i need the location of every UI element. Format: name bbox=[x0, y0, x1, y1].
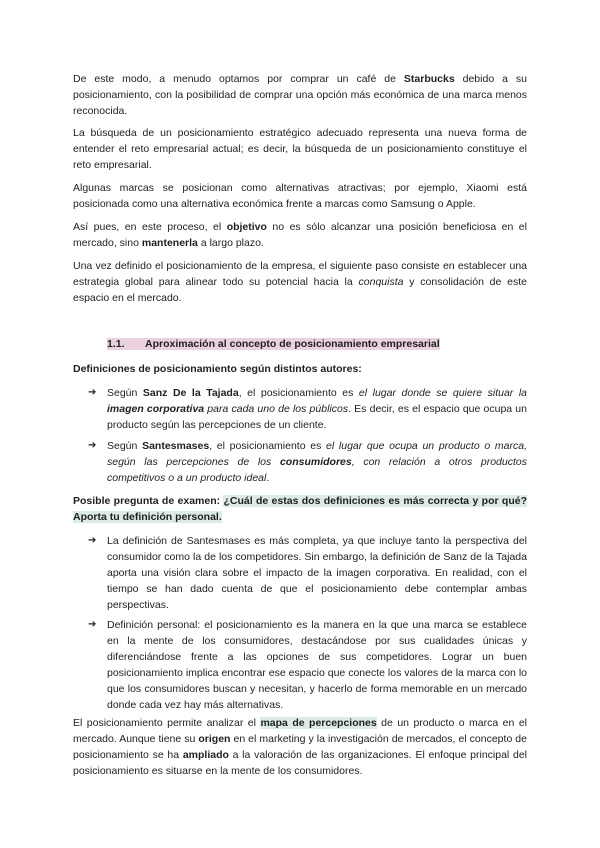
exam-prefix: Posible pregunta de examen: bbox=[73, 495, 224, 507]
text-run: Así pues, en este proceso, el bbox=[73, 221, 227, 233]
paragraph-xiaomi: Algunas marcas se posicionan como alternativas atractivas; por ejemplo, Xiaomi está posicionada como una alternativa económica frente a marcas como Samsung o Apple. bbox=[73, 182, 527, 210]
list-item-text bbox=[107, 438, 527, 486]
paragraph-objective bbox=[73, 219, 527, 251]
paragraph-next-step bbox=[73, 258, 527, 306]
text-run: no es sólo alcanzar una posición beneficiosa en el mercado, sino bbox=[73, 221, 527, 249]
list-item-text: Definición personal: el posicionamiento es la manera en la que una marca se establece en la mente de los consumidores, destacándose por sus cualidades únicas y diferenciándose frente a las opciones de sus competidores. Lograr un buen posicionamiento implica encontrar ese espacio que conecte los valores de la marca con lo que los consumidores buscan y necesitan, y hacerlo de forma memorable en un mercado donde cada vez hay más alternativas. bbox=[107, 619, 527, 711]
bold-italic-imagen-corporativa: imagen corporativa bbox=[107, 403, 205, 415]
text-run: en el marketing y la investigación de mercados, el concepto de posicionamiento se ha bbox=[73, 733, 527, 761]
list-item-answer-1 bbox=[88, 533, 527, 613]
text-run: Una vez definido el posicionamiento de la empresa, el siguiente paso consiste en establecer una estrategia global para alinear todo su potencial hacia la bbox=[73, 260, 527, 288]
text-run: a largo plazo. bbox=[197, 237, 264, 249]
text-run: . Es decir, es el espacio que ocupa un producto según las percepciones de un cliente. bbox=[107, 403, 527, 431]
list-item-sanz bbox=[88, 385, 527, 433]
text-run: Según bbox=[107, 387, 143, 399]
list-item-text: La definición de Santesmases es más completa, ya que incluye tanto la perspectiva del consumidor como la de los competidores. Sin embargo, la definición de Sanz de la Tajada aporta una visión clara sobre el impacto de la imagen corporativa. En realidad, con el tiempo se han dado cuenta de que el posicionamiento debe contemplar ambas perspectivas. bbox=[107, 535, 527, 611]
text-run: a la valoración de las organizaciones. El enfoque principal del posicionamiento es situarse en la mente de los consumidores. bbox=[73, 749, 527, 777]
italic-run: , con relación a otros productos competitivos o a un producto ideal bbox=[107, 456, 527, 484]
definitions-heading-text: Definiciones de posicionamiento según distintos autores: bbox=[73, 363, 362, 375]
definitions-heading bbox=[73, 361, 527, 377]
list-item-text bbox=[107, 385, 527, 433]
text-run: debido a su posicionamiento, con la posibilidad de comprar una opción más económica de una marca menos reconocida. bbox=[73, 73, 527, 117]
text-run: de un producto o marca en el mercado. Aunque tiene su bbox=[73, 717, 527, 745]
section-number: 1.1. bbox=[107, 338, 125, 350]
text-run: , el posicionamiento es bbox=[238, 387, 359, 399]
arrow-bullet-icon: ➔ bbox=[88, 535, 97, 546]
italic-run: el lugar que ocupa un producto o marca, según las percepciones de los bbox=[107, 440, 527, 468]
arrow-bullet-icon: ➔ bbox=[88, 619, 97, 630]
bold-starbucks: Starbucks bbox=[403, 73, 455, 85]
text-run: . bbox=[266, 472, 270, 484]
paragraph-starbucks bbox=[73, 71, 527, 119]
text-run: El posicionamiento permite analizar el bbox=[73, 717, 261, 729]
bold-italic-consumidores: consumidores bbox=[279, 456, 352, 468]
text-run: Según bbox=[107, 440, 143, 452]
section-heading bbox=[107, 336, 440, 352]
bold-mapa-de-percepciones: mapa de percepciones bbox=[260, 717, 377, 729]
section-heading-highlight bbox=[107, 338, 440, 350]
list-item-answer-2 bbox=[88, 617, 527, 713]
text-run: y consolidación de este espacio en el mercado. bbox=[73, 276, 527, 304]
arrow-bullet-icon: ➔ bbox=[88, 440, 97, 451]
text-run: , el posicionamiento es bbox=[209, 440, 327, 452]
italic-conquista: conquista bbox=[358, 276, 404, 288]
paragraph-closing bbox=[73, 715, 527, 779]
bold-ampliado: ampliado bbox=[182, 749, 229, 761]
bold-origen: origen bbox=[198, 733, 231, 745]
arrow-bullet-icon: ➔ bbox=[88, 387, 97, 398]
exam-question bbox=[73, 493, 527, 525]
italic-run: el lugar donde se quiere situar la bbox=[358, 387, 527, 399]
bold-author-sanz: Sanz De la Tajada bbox=[142, 387, 239, 399]
text-run: De este modo, a menudo optamos por comprar un café de bbox=[73, 73, 404, 85]
italic-run: para cada uno de los públicos bbox=[204, 403, 349, 415]
bold-objetivo: objetivo bbox=[226, 221, 267, 233]
section-title: Aproximación al concepto de posicionamiento empresarial bbox=[145, 338, 440, 350]
list-item-santesmases bbox=[88, 438, 527, 486]
paragraph-strategic-search: La búsqueda de un posicionamiento estratégico adecuado representa una nueva forma de entender el reto empresarial actual; es decir, la búsqueda de un posicionamiento constituye el reto empresarial. bbox=[73, 127, 527, 171]
exam-question-highlight: ¿Cuál de estas dos definiciones es más correcta y por qué? Aporta tu definición personal. bbox=[73, 495, 527, 523]
bold-author-santesmases: Santesmases bbox=[142, 440, 210, 452]
bold-mantenerla: mantenerla bbox=[141, 237, 198, 249]
